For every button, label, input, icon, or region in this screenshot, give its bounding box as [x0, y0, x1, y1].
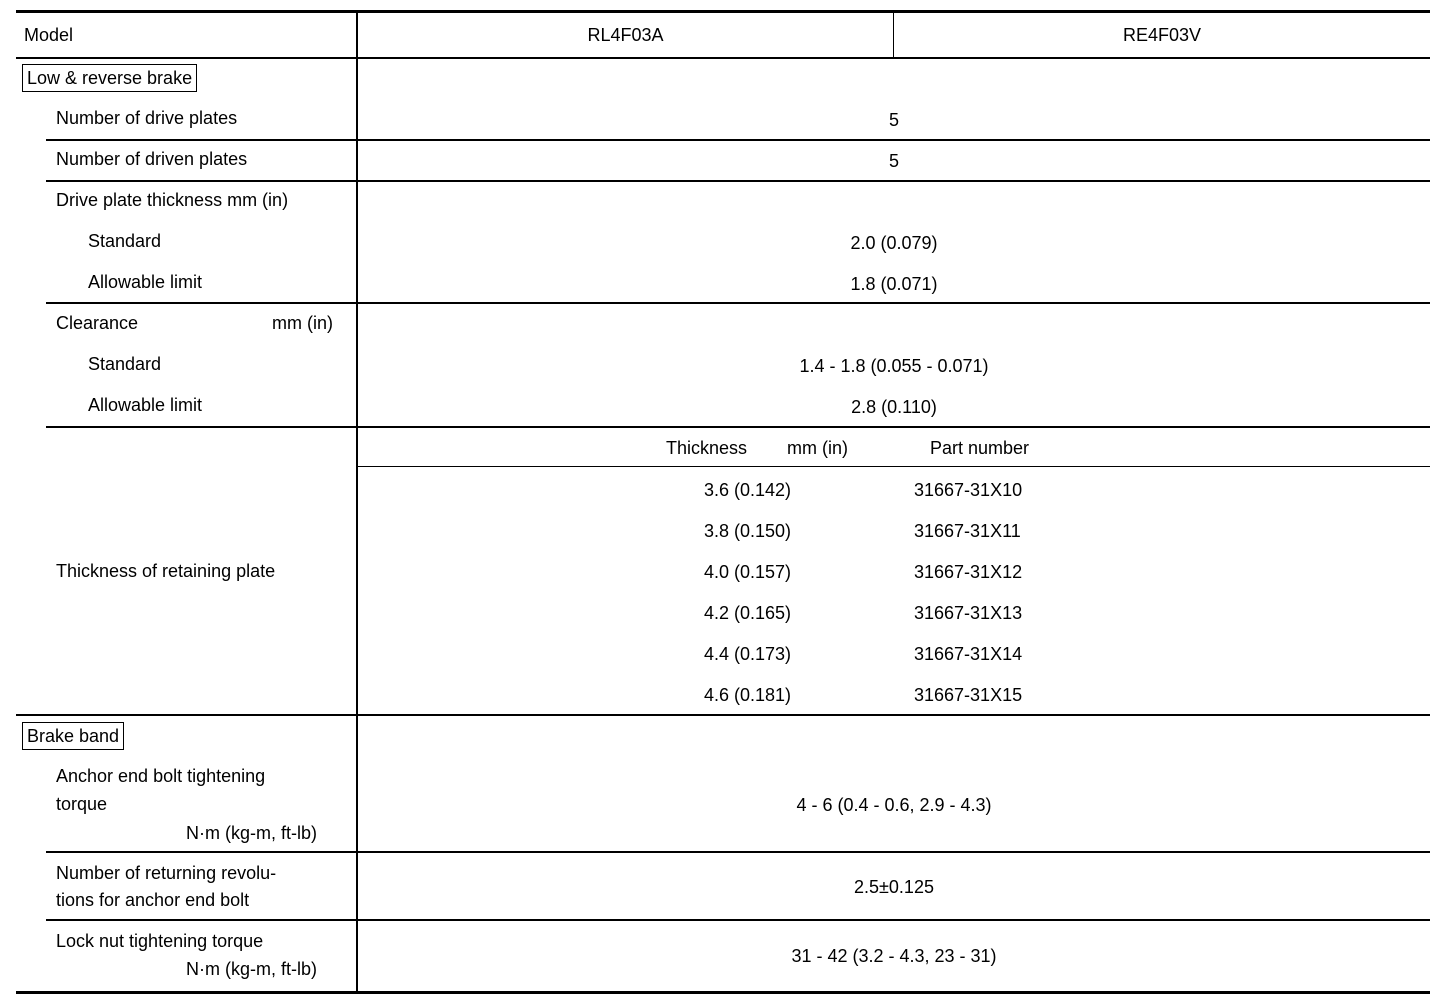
driven-plates-value: 5 — [888, 151, 899, 171]
row-rule — [46, 302, 1430, 304]
anchor-torque-value: 4 - 6 (0.4 - 0.6, 2.9 - 4.3) — [796, 795, 992, 815]
model-re4f03v: RE4F03V — [1122, 25, 1202, 45]
retaining-thickness-value: 4.2 (0.165) — [704, 603, 792, 623]
drive-plates-value: 5 — [888, 110, 899, 130]
retaining-thickness-value: 4.0 (0.157) — [704, 562, 792, 582]
model-label: Model — [24, 25, 74, 45]
top-rule — [16, 10, 1430, 13]
lock-nut-unit: N·m (kg-m, ft-lb) — [186, 959, 317, 979]
clearance-label: Clearance — [56, 313, 139, 333]
retaining-part-number: 31667-31X11 — [914, 521, 1021, 541]
row-rule — [46, 919, 1430, 921]
drive-thickness-limit-value: 1.8 (0.071) — [850, 274, 938, 294]
returning-revs-label-line1: Number of returning revolu- — [56, 863, 277, 883]
clearance-limit-label: Allowable limit — [88, 395, 203, 415]
subheader-rule — [357, 466, 1430, 467]
brake-band-section-title: Brake band — [22, 722, 124, 750]
row-rule — [46, 426, 1430, 428]
anchor-torque-label-line2: torque — [56, 794, 108, 814]
bottom-rule — [16, 991, 1430, 994]
clearance-unit: mm (in) — [272, 313, 333, 333]
retaining-thickness-header: Thickness — [666, 438, 748, 458]
anchor-torque-unit: N·m (kg-m, ft-lb) — [186, 823, 317, 843]
section-rule — [16, 714, 1430, 716]
clearance-limit-value: 2.8 (0.110) — [851, 397, 937, 417]
row-rule — [46, 139, 1430, 141]
retaining-plate-label: Thickness of retaining plate — [56, 561, 276, 581]
anchor-torque-label-line1: Anchor end bolt tightening — [56, 766, 266, 786]
retaining-part-header: Part number — [930, 438, 1030, 458]
driven-plates-label: Number of driven plates — [56, 149, 248, 169]
header-rule — [16, 57, 1430, 59]
drive-thickness-standard-value: 2.0 (0.079) — [850, 233, 938, 253]
drive-plates-label: Number of drive plates — [56, 108, 238, 128]
returning-revs-label-line2: tions for anchor end bolt — [56, 890, 250, 910]
lock-nut-label: Lock nut tightening torque — [56, 931, 264, 951]
low-reverse-section-title: Low & reverse brake — [22, 64, 197, 92]
retaining-thickness-unit-header: mm (in) — [787, 438, 848, 458]
returning-revs-value: 2.5±0.125 — [854, 877, 934, 897]
row-rule — [46, 851, 1430, 853]
retaining-part-number: 31667-31X15 — [914, 685, 1023, 705]
drive-thickness-limit-label: Allowable limit — [88, 272, 203, 292]
drive-thickness-label: Drive plate thickness mm (in) — [56, 190, 289, 210]
drive-thickness-standard-label: Standard — [88, 231, 162, 251]
retaining-part-number: 31667-31X12 — [914, 562, 1023, 582]
row-rule — [46, 180, 1430, 182]
clearance-standard-value: 1.4 - 1.8 (0.055 - 0.071) — [799, 356, 989, 376]
clearance-standard-label: Standard — [88, 354, 162, 374]
retaining-part-number: 31667-31X14 — [914, 644, 1023, 664]
retaining-thickness-value: 4.6 (0.181) — [704, 685, 792, 705]
retaining-thickness-value: 4.4 (0.173) — [704, 644, 792, 664]
retaining-thickness-value: 3.8 (0.150) — [704, 521, 792, 541]
retaining-part-number: 31667-31X10 — [914, 480, 1023, 500]
retaining-thickness-value: 3.6 (0.142) — [704, 480, 792, 500]
model-rl4f03a: RL4F03A — [587, 25, 664, 45]
lock-nut-value: 31 - 42 (3.2 - 4.3, 23 - 31) — [791, 946, 997, 966]
retaining-part-number: 31667-31X13 — [914, 603, 1023, 623]
